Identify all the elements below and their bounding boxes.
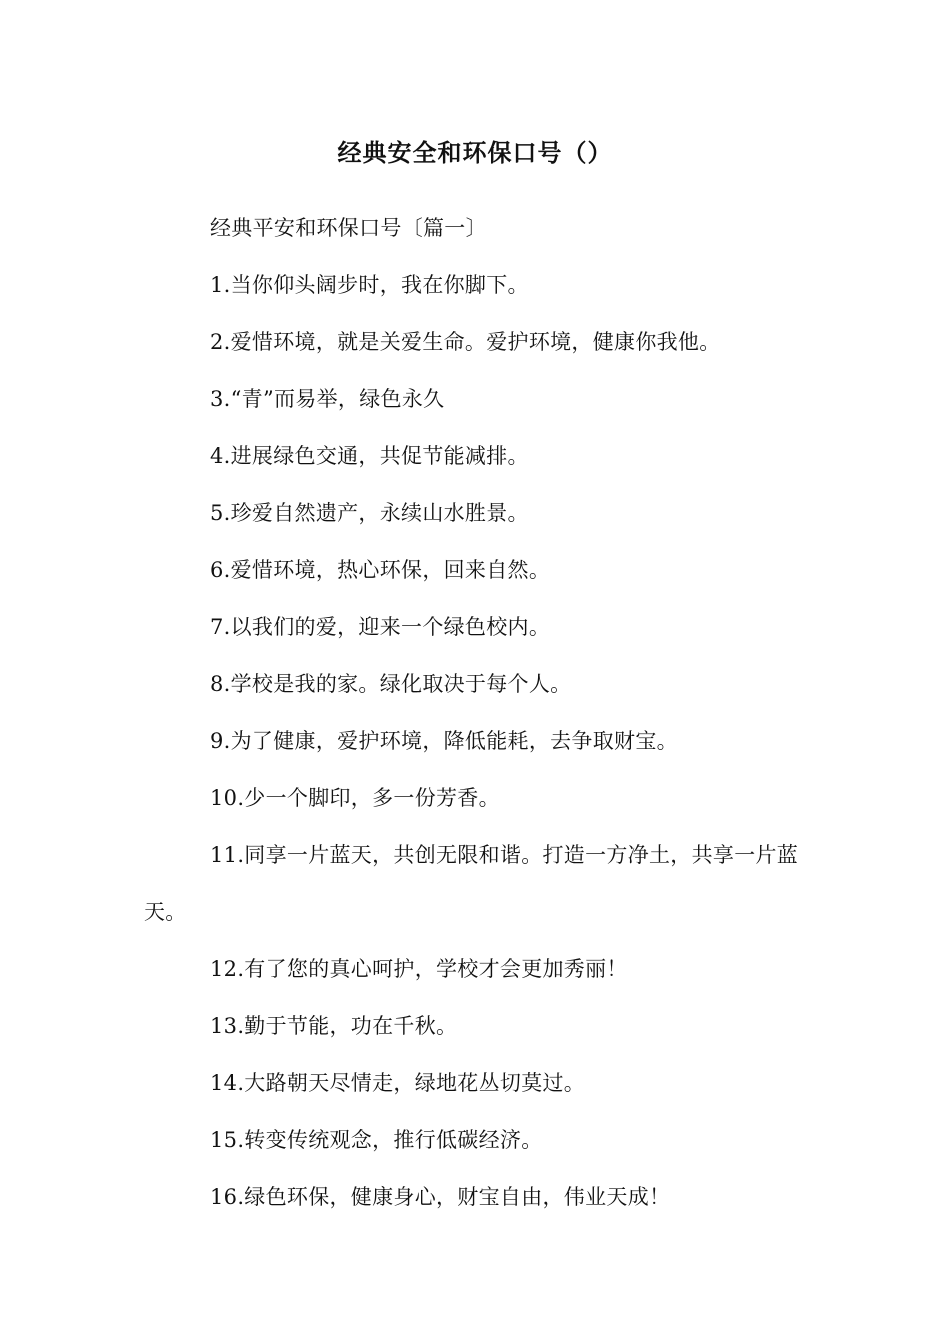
- slogan-item: 12.有了您的真心呵护，学校才会更加秀丽！: [210, 957, 628, 981]
- slogan-item: 4.进展绿色交通，共促节能减排。: [210, 444, 529, 468]
- slogan-item: 14.大路朝天尽情走，绿地花丛切莫过。: [210, 1071, 586, 1095]
- slogan-item: 2.爱惜环境，就是关爱生命。爱护环境，健康你我他。: [210, 330, 721, 354]
- subtitle: 经典平安和环保口号〔篇一〕: [210, 216, 487, 240]
- slogan-item: 3.“青”而易举，绿色永久: [210, 387, 445, 411]
- slogan-item: 8.学校是我的家。绿化取决于每个人。: [210, 672, 572, 696]
- slogan-item: 15.转变传统观念，推行低碳经济。: [210, 1128, 543, 1152]
- slogan-item: 7.以我们的爱，迎来一个绿色校内。: [210, 615, 551, 639]
- slogan-item: 16.绿色环保，健康身心，财宝自由，伟业天成！: [210, 1185, 671, 1209]
- slogan-item: 5.珍爱自然遗产，永续山水胜景。: [210, 501, 529, 525]
- page-title: 经典安全和环保口号（）: [337, 138, 613, 167]
- document-body: [144, 200, 814, 1226]
- slogan-item: 13.勤于节能，功在千秋。: [210, 1014, 458, 1038]
- slogan-item: 10.少一个脚印，多一份芳香。: [210, 786, 500, 810]
- slogan-item: 6.爱惜环境，热心环保，回来自然。: [210, 558, 551, 582]
- slogan-item: 1.当你仰头阔步时，我在你脚下。: [210, 273, 529, 297]
- slogan-item: 9.为了健康，爱护环境，降低能耗，去争取财宝。: [210, 729, 678, 753]
- slogan-item: 11.同享一片蓝天，共创无限和谐。打造一方净土，共享一片蓝天。: [144, 843, 799, 924]
